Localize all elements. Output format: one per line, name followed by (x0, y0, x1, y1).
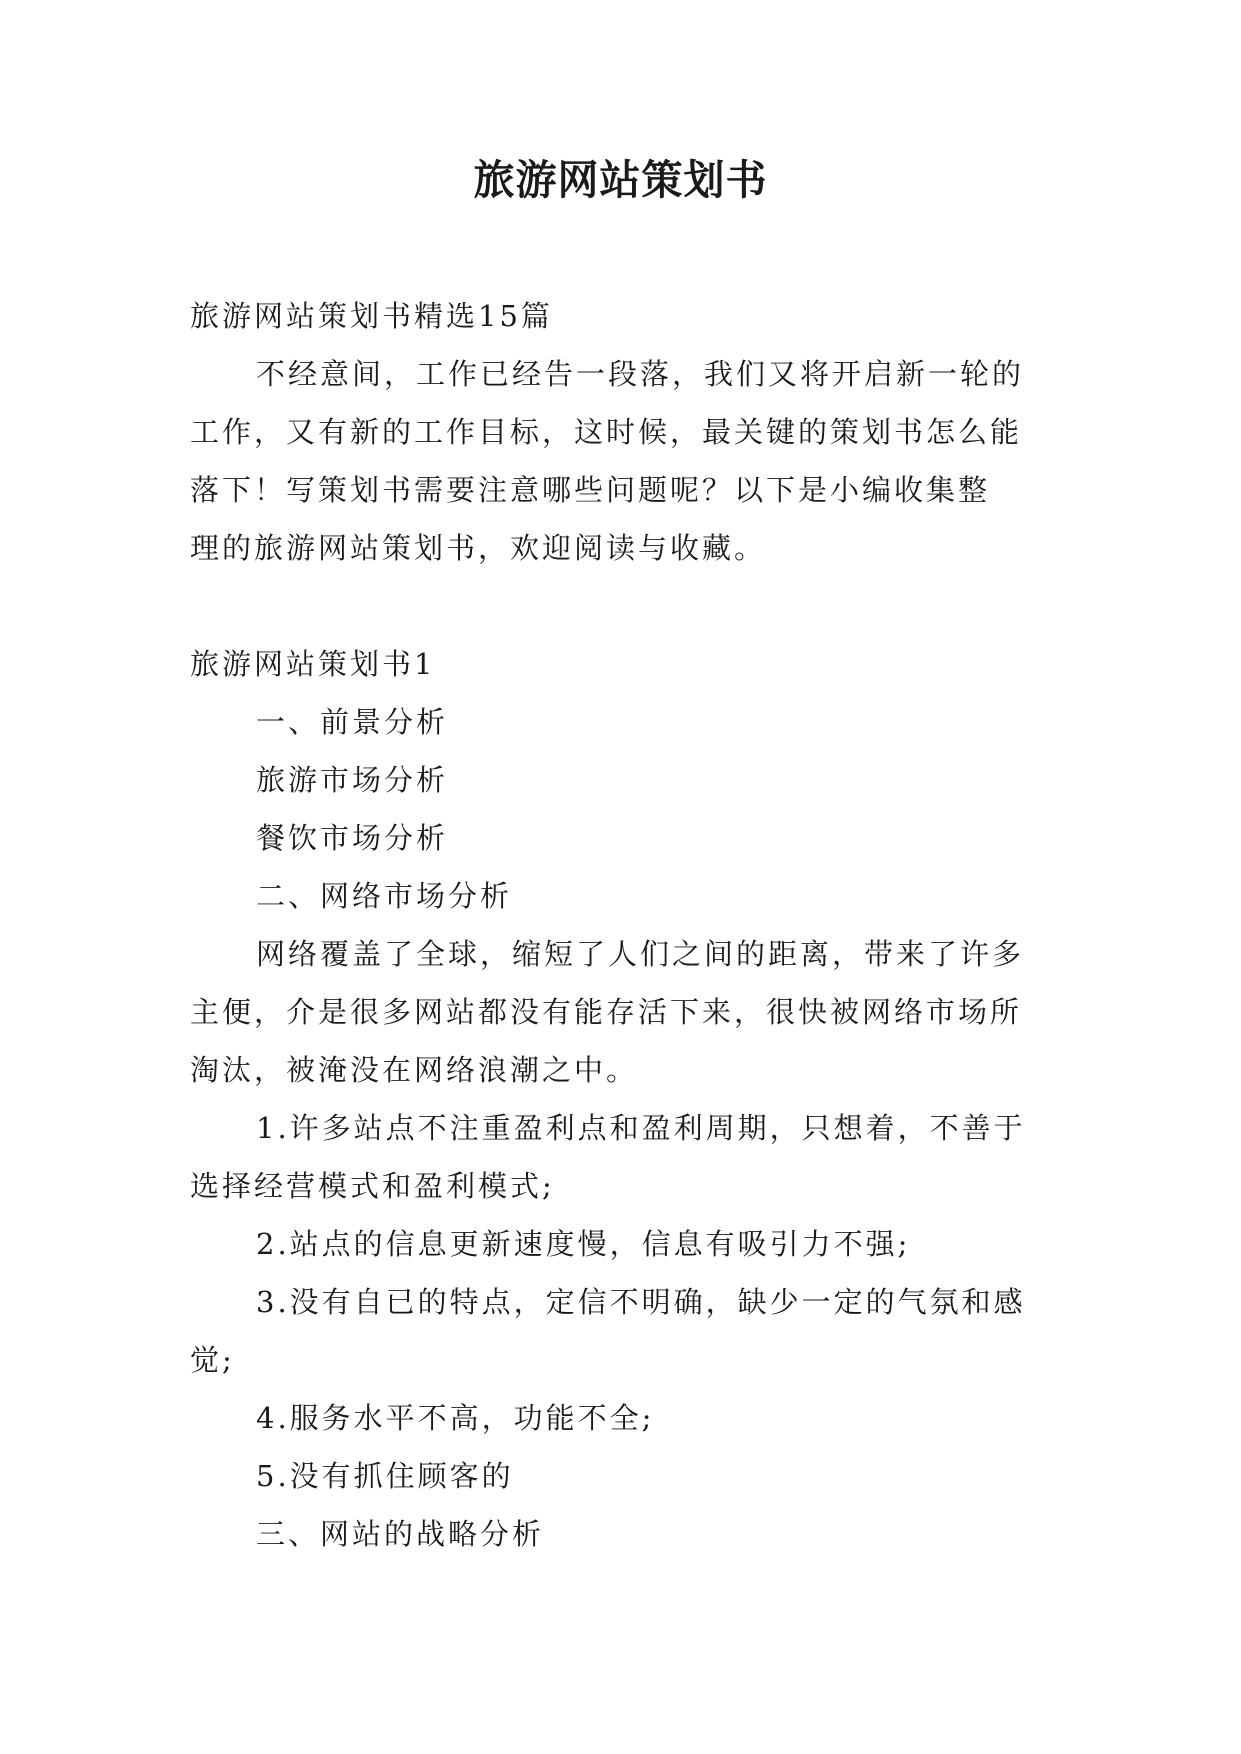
subsection-heading: 二、网络市场分析 (256, 879, 513, 913)
paragraph-line: 工作，又有新的工作目标，这时候，最关键的策划书怎么能 (190, 415, 1023, 449)
section-heading: 旅游网站策划书1 (190, 647, 436, 681)
paragraph-line: 落下！写策划书需要注意哪些问题呢？以下是小编收集整 (190, 473, 991, 507)
list-item: 4.服务水平不高，功能不全; (256, 1401, 655, 1435)
subsection-heading: 一、前景分析 (256, 705, 449, 739)
paragraph-line: 餐饮市场分析 (256, 821, 449, 855)
paragraph-line: 理的旅游网站策划书，欢迎阅读与收藏。 (190, 531, 767, 565)
paragraph-line: 淘汰，被淹没在网络浪潮之中。 (190, 1053, 639, 1087)
subsection-heading: 三、网站的战略分析 (256, 1517, 545, 1551)
document-body (190, 287, 1052, 1563)
list-item-continuation: 觉; (190, 1343, 235, 1377)
subtitle-line: 旅游网站策划书精选15篇 (190, 299, 553, 333)
list-item: 5.没有抓住顾客的 (256, 1459, 514, 1493)
paragraph-line: 不经意间，工作已经告一段落，我们又将开启新一轮的 (256, 357, 1025, 391)
list-item-continuation: 选择经营模式和盈利模式; (190, 1169, 555, 1203)
list-item: 1.许多站点不注重盈利点和盈利周期，只想着，不善于 (256, 1111, 1026, 1145)
list-item: 3.没有自已的特点，定信不明确，缺少一定的气氛和感 (256, 1285, 1026, 1319)
list-item: 2.站点的信息更新速度慢，信息有吸引力不强; (256, 1227, 911, 1261)
page-title: 旅游网站策划书 (473, 156, 768, 204)
paragraph-line: 主便，介是很多网站都没有能存活下来，很快被网络市场所 (190, 995, 1023, 1029)
blank-line (190, 577, 1052, 635)
paragraph-line: 旅游市场分析 (256, 763, 449, 797)
paragraph-line: 网络覆盖了全球，缩短了人们之间的距离，带来了许多 (256, 937, 1025, 971)
